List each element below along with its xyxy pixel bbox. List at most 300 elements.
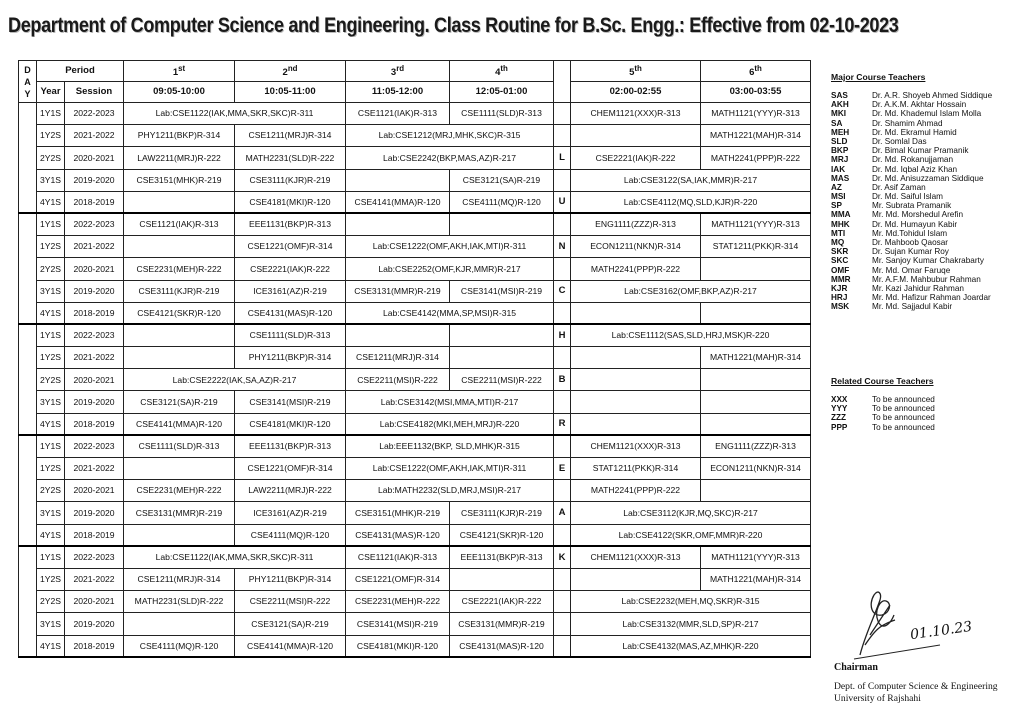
routine-row xyxy=(19,236,811,258)
teacher-name: Dr. Md. Rokanujjaman xyxy=(872,155,953,165)
class-cell: CSE2211(MSI)R-222 xyxy=(450,369,554,391)
period-number: 5th xyxy=(571,61,701,82)
session-cell: 2020-2021 xyxy=(65,480,124,502)
class-cell: CHEM1121(XXX)R-313 xyxy=(571,435,701,457)
year-cell: 4Y1S xyxy=(37,191,65,213)
class-cell: CSE1121(IAK)R-313 xyxy=(124,213,235,235)
year-cell: 1Y2S xyxy=(37,125,65,147)
class-cell xyxy=(701,302,811,324)
break-letter-cell: R xyxy=(554,413,571,435)
routine-row xyxy=(19,591,811,613)
teacher-row xyxy=(831,275,1021,284)
day-letter: A xyxy=(24,76,31,87)
teacher-name: Dr. Md. Saiful Islam xyxy=(872,192,943,202)
teacher-code: KJR xyxy=(831,283,848,293)
teacher-code: SLD xyxy=(831,136,848,146)
class-cell xyxy=(571,302,701,324)
teacher-row xyxy=(831,210,1021,219)
class-cell xyxy=(450,213,554,235)
class-cell xyxy=(124,458,235,480)
session-cell: 2022-2023 xyxy=(65,546,124,568)
lab-cell: Lab:CSE1222(OMF,AKH,IAK,MTI)R-311 xyxy=(346,236,554,258)
lab-cell: Lab:CSE3162(OMF,BKP,AZ)R-217 xyxy=(571,280,811,302)
year-cell: 4Y1S xyxy=(37,413,65,435)
class-cell: CSE2211(MSI)R-222 xyxy=(346,369,450,391)
session-cell: 2019-2020 xyxy=(65,391,124,413)
signature-date: 01.10.23 xyxy=(909,618,974,644)
major-teachers-title: Major Course Teachers xyxy=(831,72,926,82)
routine-body xyxy=(19,103,811,658)
year-cell: 3Y1S xyxy=(37,613,65,635)
teacher-code: SKR xyxy=(831,247,849,257)
routine-row xyxy=(19,280,811,302)
teacher-name: To be announced xyxy=(872,404,935,414)
class-cell: ECON1211(NKN)R-314 xyxy=(571,236,701,258)
class-cell: CSE3141(MSI)R-219 xyxy=(450,280,554,302)
routine-row xyxy=(19,258,811,280)
period-time: 02:00-02:55 xyxy=(571,82,701,103)
class-cell: CSE1211(MRJ)R-314 xyxy=(346,347,450,369)
session-header: Session xyxy=(65,82,124,103)
day-label xyxy=(19,103,37,214)
class-cell: MATH1121(YYY)R-313 xyxy=(701,213,811,235)
class-cell: CSE1111(SLD)R-313 xyxy=(235,324,346,346)
year-cell: 2Y2S xyxy=(37,258,65,280)
session-cell: 2021-2022 xyxy=(65,125,124,147)
class-cell: CSE2221(IAK)R-222 xyxy=(571,147,701,169)
teacher-code: SP xyxy=(831,201,842,211)
teacher-name: To be announced xyxy=(872,395,935,404)
teacher-name: To be announced xyxy=(872,413,935,423)
class-cell: CSE2211(MSI)R-222 xyxy=(235,591,346,613)
session-cell: 2020-2021 xyxy=(65,591,124,613)
class-cell: PHY1211(BKP)R-314 xyxy=(235,347,346,369)
break-letter-cell xyxy=(554,213,571,235)
teacher-row xyxy=(831,165,1021,174)
teacher-row xyxy=(831,293,1021,302)
class-cell: CSE4181(MKI)R-120 xyxy=(235,413,346,435)
lab-cell: Lab:CSE3142(MSI,MMA,MTI)R-217 xyxy=(346,391,554,413)
class-cell xyxy=(701,391,811,413)
routine-row xyxy=(19,502,811,524)
lab-cell: Lab:CSE3122(SA,IAK,MMR)R-217 xyxy=(571,169,811,191)
lab-cell: Lab:CSE4112(MQ,SLD,KJR)R-220 xyxy=(571,191,811,213)
break-letter-cell: U xyxy=(554,191,571,213)
class-cell: ECON1211(NKN)R-314 xyxy=(701,458,811,480)
teacher-row xyxy=(831,91,1021,100)
session-cell: 2019-2020 xyxy=(65,502,124,524)
session-cell: 2018-2019 xyxy=(65,302,124,324)
teacher-name: Dr. Bimal Kumar Pramanik xyxy=(872,146,969,156)
teacher-name: Mr. Kazi Jahidur Rahman xyxy=(872,283,964,293)
class-cell: CSE4181(MKI)R-120 xyxy=(235,191,346,213)
period-label: Period xyxy=(37,61,124,82)
teacher-name: Dr. Md. Iqbal Aziz Khan xyxy=(872,164,958,174)
period-time: 12:05-01:00 xyxy=(450,82,554,103)
lab-cell: Lab:CSE1122(IAK,MMA,SKR,SKC)R-311 xyxy=(124,546,346,568)
lab-cell: Lab:CSE1112(SAS,SLD,HRJ,MSK)R-220 xyxy=(571,324,811,346)
class-cell: CSE3121(SA)R-219 xyxy=(124,391,235,413)
teacher-row xyxy=(831,266,1021,275)
routine-row xyxy=(19,191,811,213)
university-line: University of Rajshahi xyxy=(834,693,921,704)
year-cell: 1Y2S xyxy=(37,458,65,480)
class-cell: MATH2231(SLD)R-222 xyxy=(124,591,235,613)
lab-cell: Lab:EEE1132(BKP, SLD,MHK)R-315 xyxy=(346,435,554,457)
teacher-row xyxy=(831,183,1021,192)
teacher-code: SKC xyxy=(831,256,849,266)
chairman-label: Chairman xyxy=(834,662,878,673)
teacher-code: MSK xyxy=(831,302,850,312)
teacher-row xyxy=(831,128,1021,137)
teacher-code: HRJ xyxy=(831,293,848,303)
class-cell: CSE1111(SLD)R-313 xyxy=(450,103,554,125)
teacher-code: MEH xyxy=(831,127,850,137)
teacher-row xyxy=(831,192,1021,201)
class-cell: CSE4131(MAS)R-120 xyxy=(450,635,554,657)
routine-row xyxy=(19,125,811,147)
class-cell: STAT1211(PKK)R-314 xyxy=(701,236,811,258)
class-cell: CSE1221(OMF)R-314 xyxy=(235,458,346,480)
class-cell: CSE4181(MKI)R-120 xyxy=(346,635,450,657)
routine-row xyxy=(19,546,811,568)
teacher-row xyxy=(831,119,1021,128)
class-cell: STAT1211(PKK)R-314 xyxy=(571,458,701,480)
session-cell: 2022-2023 xyxy=(65,435,124,457)
session-cell: 2018-2019 xyxy=(65,635,124,657)
class-cell: CSE1221(OMF)R-314 xyxy=(235,236,346,258)
class-cell: MATH2241(PPP)R-222 xyxy=(701,147,811,169)
teacher-code: MTI xyxy=(831,228,846,238)
day-label xyxy=(19,435,37,546)
break-letter-cell xyxy=(554,302,571,324)
teacher-code: PPP xyxy=(831,422,848,432)
class-cell xyxy=(571,391,701,413)
teacher-code: MKI xyxy=(831,109,847,119)
session-cell: 2021-2022 xyxy=(65,568,124,590)
year-cell: 1Y1S xyxy=(37,546,65,568)
routine-row xyxy=(19,613,811,635)
lab-cell: Lab:CSE4122(SKR,OMF,MMR)R-220 xyxy=(571,524,811,546)
class-cell xyxy=(450,568,554,590)
teacher-code: MHK xyxy=(831,219,850,229)
class-cell: CSE3131(MMR)R-219 xyxy=(450,613,554,635)
class-cell: CSE3131(MMR)R-219 xyxy=(124,502,235,524)
period-time: 03:00-03:55 xyxy=(701,82,811,103)
teacher-row xyxy=(831,404,1021,413)
related-teachers-list xyxy=(831,376,1021,432)
teacher-row xyxy=(831,100,1021,109)
break-letter-cell: N xyxy=(554,236,571,258)
class-cell xyxy=(571,347,701,369)
class-cell: CSE2231(MEH)R-222 xyxy=(124,258,235,280)
class-cell: EEE1131(BKP)R-313 xyxy=(235,435,346,457)
class-cell: CSE3141(MSI)R-219 xyxy=(235,391,346,413)
class-cell xyxy=(124,613,235,635)
class-cell: LAW2211(MRJ)R-222 xyxy=(124,147,235,169)
class-cell: CSE3111(KJR)R-219 xyxy=(124,280,235,302)
class-cell: CSE4131(MAS)R-120 xyxy=(346,524,450,546)
year-cell: 3Y1S xyxy=(37,280,65,302)
class-cell: CSE1121(IAK)R-313 xyxy=(346,546,450,568)
teacher-row xyxy=(831,284,1021,293)
class-cell: CSE2231(MEH)R-222 xyxy=(124,480,235,502)
break-letter-cell: K xyxy=(554,546,571,568)
class-cell xyxy=(346,213,450,235)
year-cell: 3Y1S xyxy=(37,502,65,524)
class-cell: ICE3161(AZ)R-219 xyxy=(235,502,346,524)
teacher-name: Mr. A.F.M. Mahbubur Rahman xyxy=(872,274,981,284)
year-cell: 1Y1S xyxy=(37,213,65,235)
session-cell: 2019-2020 xyxy=(65,613,124,635)
session-cell: 2018-2019 xyxy=(65,524,124,546)
teacher-row xyxy=(831,155,1021,164)
class-cell: MATH2241(PPP)R-222 xyxy=(571,480,701,502)
class-cell: CHEM1121(XXX)R-313 xyxy=(571,103,701,125)
routine-row xyxy=(19,568,811,590)
year-cell: 4Y1S xyxy=(37,635,65,657)
teacher-code: OMF xyxy=(831,265,850,275)
teacher-name: Dr. Md. Humayun Kabir xyxy=(872,219,958,229)
break-letter-cell xyxy=(554,635,571,657)
teacher-row xyxy=(831,413,1021,422)
class-cell: CSE2221(IAK)R-222 xyxy=(450,591,554,613)
break-letter-cell xyxy=(554,347,571,369)
year-cell: 1Y2S xyxy=(37,236,65,258)
break-letter-cell xyxy=(554,591,571,613)
class-cell: CSE2231(MEH)R-222 xyxy=(346,591,450,613)
teacher-code: YYY xyxy=(831,404,848,414)
lab-cell: Lab:CSE4182(MKI,MEH,MRJ)R-220 xyxy=(346,413,554,435)
signature-scribble xyxy=(820,575,1024,665)
teacher-name: Mr. Md. Omar Faruqe xyxy=(872,265,951,275)
class-cell xyxy=(571,125,701,147)
class-cell: CSE3151(MHK)R-219 xyxy=(346,502,450,524)
class-cell: CSE3141(MSI)R-219 xyxy=(346,613,450,635)
class-cell: CSE1121(IAK)R-313 xyxy=(346,103,450,125)
session-cell: 2020-2021 xyxy=(65,258,124,280)
routine-row xyxy=(19,347,811,369)
teacher-name: Mr. Sanjoy Kumar Chakrabarty xyxy=(872,256,984,266)
year-cell: 2Y2S xyxy=(37,147,65,169)
session-cell: 2021-2022 xyxy=(65,347,124,369)
routine-row xyxy=(19,213,811,235)
class-cell: EEE1131(BKP)R-313 xyxy=(235,213,346,235)
teacher-name: Dr. A.K.M. Akhtar Hossain xyxy=(872,100,967,110)
class-cell xyxy=(346,169,450,191)
class-cell: CSE4141(MMA)R-120 xyxy=(124,413,235,435)
teacher-row xyxy=(831,174,1021,183)
class-cell: EEE1131(BKP)R-313 xyxy=(450,546,554,568)
department-line: Dept. of Computer Science & Engineering xyxy=(834,681,998,692)
lab-cell: Lab:CSE3112(KJR,MQ,SKC)R-217 xyxy=(571,502,811,524)
lab-cell: Lab:CSE4142(MMA,SP,MSI)R-315 xyxy=(346,302,554,324)
class-cell: CSE3121(SA)R-219 xyxy=(235,613,346,635)
teacher-row xyxy=(831,238,1021,247)
teacher-name: Dr. Somlal Das xyxy=(872,136,927,146)
teacher-code: XXX xyxy=(831,395,848,404)
teacher-name: Dr. A.R. Shoyeb Ahmed Siddique xyxy=(872,91,993,100)
teacher-code: AKH xyxy=(831,100,849,110)
teacher-code: MAS xyxy=(831,173,850,183)
teacher-name: Dr. Shamim Ahmad xyxy=(872,118,943,128)
year-header: Year xyxy=(37,82,65,103)
break-letter-cell: C xyxy=(554,280,571,302)
class-cell: CSE4111(MQ)R-120 xyxy=(124,635,235,657)
class-cell xyxy=(701,258,811,280)
teacher-code: MRJ xyxy=(831,155,849,165)
class-cell xyxy=(124,524,235,546)
break-letter-cell xyxy=(554,480,571,502)
routine-row xyxy=(19,324,811,346)
lab-cell: Lab:CSE4132(MAS,AZ,MHK)R-220 xyxy=(571,635,811,657)
lab-cell: Lab:CSE2252(OMF,KJR,MMR)R-217 xyxy=(346,258,554,280)
routine-row xyxy=(19,103,811,125)
break-letter-cell: A xyxy=(554,502,571,524)
teacher-name: Dr. Md. Anisuzzaman Siddique xyxy=(872,173,984,183)
teacher-name: Mr. Subrata Pramanik xyxy=(872,201,952,211)
lab-cell: Lab:CSE1122(IAK,MMA,SKR,SKC)R-311 xyxy=(124,103,346,125)
class-cell: CSE3111(KJR)R-219 xyxy=(450,502,554,524)
break-letter-cell xyxy=(554,103,571,125)
year-cell: 2Y2S xyxy=(37,591,65,613)
class-cell xyxy=(124,191,235,213)
class-cell: CSE4111(MQ)R-120 xyxy=(450,191,554,213)
session-cell: 2020-2021 xyxy=(65,369,124,391)
class-cell: CSE3111(KJR)R-219 xyxy=(235,169,346,191)
teacher-name: Mr. Md. Hafizur Rahman Joardar xyxy=(872,293,991,303)
teacher-row xyxy=(831,137,1021,146)
break-letter-cell xyxy=(554,169,571,191)
period-time: 09:05-10:00 xyxy=(124,82,235,103)
lab-cell: Lab:CSE2232(MEH,MQ,SKR)R-315 xyxy=(571,591,811,613)
break-letter-cell xyxy=(554,613,571,635)
teacher-row xyxy=(831,247,1021,256)
class-cell xyxy=(701,413,811,435)
teacher-name: Dr. Mahboob Qaosar xyxy=(872,238,949,247)
teacher-code: ZZZ xyxy=(831,413,847,423)
related-teachers-title: Related Course Teachers xyxy=(831,376,934,386)
year-cell: 2Y2S xyxy=(37,369,65,391)
class-cell xyxy=(450,347,554,369)
teacher-code: MQ xyxy=(831,238,845,247)
class-routine-table xyxy=(18,60,811,658)
class-cell: CSE1111(SLD)R-313 xyxy=(124,435,235,457)
day-header xyxy=(19,61,37,103)
teacher-row xyxy=(831,229,1021,238)
teacher-row xyxy=(831,220,1021,229)
break-letter-cell: B xyxy=(554,369,571,391)
year-cell: 4Y1S xyxy=(37,302,65,324)
class-cell: ICE3161(AZ)R-219 xyxy=(235,280,346,302)
teacher-code: MSI xyxy=(831,192,846,202)
lab-cell: Lab:CSE2222(IAK,SA,AZ)R-217 xyxy=(124,369,346,391)
class-cell xyxy=(450,324,554,346)
break-letter-cell: L xyxy=(554,147,571,169)
class-cell xyxy=(701,480,811,502)
teacher-code: MMR xyxy=(831,274,851,284)
teacher-name: Mr. Md. Sajjadul Kabir xyxy=(872,302,953,312)
period-time: 10:05-11:00 xyxy=(235,82,346,103)
teacher-code: AZ xyxy=(831,182,842,192)
class-cell: CSE2221(IAK)R-222 xyxy=(235,258,346,280)
break-column-header xyxy=(554,61,571,103)
break-letter-cell xyxy=(554,435,571,457)
class-cell xyxy=(124,236,235,258)
teacher-code: IAK xyxy=(831,164,846,174)
routine-row xyxy=(19,169,811,191)
break-letter-cell: H xyxy=(554,324,571,346)
teacher-name: Dr. Asif Zaman xyxy=(872,182,926,192)
class-cell: MATH1221(MAH)R-314 xyxy=(701,568,811,590)
class-cell xyxy=(571,413,701,435)
session-cell: 2021-2022 xyxy=(65,236,124,258)
day-letter: Y xyxy=(24,88,31,99)
break-letter-cell xyxy=(554,391,571,413)
year-cell: 3Y1S xyxy=(37,169,65,191)
teacher-row xyxy=(831,395,1021,404)
class-cell: CSE4141(MMA)R-120 xyxy=(346,191,450,213)
class-cell: ENG1111(ZZZ)R-313 xyxy=(701,435,811,457)
routine-row xyxy=(19,480,811,502)
day-letter: D xyxy=(24,64,31,75)
teacher-row xyxy=(831,109,1021,118)
class-cell: MATH1221(MAH)R-314 xyxy=(701,125,811,147)
year-cell: 1Y2S xyxy=(37,568,65,590)
teacher-name: To be announced xyxy=(872,422,935,432)
class-cell: CSE4141(MMA)R-120 xyxy=(235,635,346,657)
class-cell xyxy=(124,347,235,369)
class-cell xyxy=(571,568,701,590)
session-cell: 2022-2023 xyxy=(65,324,124,346)
routine-row xyxy=(19,458,811,480)
teacher-row xyxy=(831,423,1021,432)
day-label xyxy=(19,213,37,324)
session-cell: 2018-2019 xyxy=(65,413,124,435)
class-cell: CSE4121(SKR)R-120 xyxy=(124,302,235,324)
class-cell: CSE4121(SKR)R-120 xyxy=(450,524,554,546)
lab-cell: Lab:CSE1212(MRJ,MHK,SKC)R-315 xyxy=(346,125,554,147)
session-cell: 2021-2022 xyxy=(65,458,124,480)
class-cell: CSE1221(OMF)R-314 xyxy=(346,568,450,590)
teacher-name: Dr. Md. Ekramul Hamid xyxy=(872,127,957,137)
session-cell: 2022-2023 xyxy=(65,213,124,235)
teacher-name: Dr. Md. Khademul Islam Molla xyxy=(872,109,982,119)
lab-cell: Lab:CSE2242(BKP,MAS,AZ)R-217 xyxy=(346,147,554,169)
teacher-name: Mr. Md.Tohidul Islam xyxy=(872,228,948,238)
teacher-row xyxy=(831,201,1021,210)
session-cell: 2020-2021 xyxy=(65,147,124,169)
teacher-code: SA xyxy=(831,118,843,128)
teacher-row xyxy=(831,302,1021,311)
routine-row xyxy=(19,635,811,657)
year-cell: 1Y1S xyxy=(37,103,65,125)
class-cell xyxy=(124,324,235,346)
routine-row xyxy=(19,413,811,435)
session-cell: 2022-2023 xyxy=(65,103,124,125)
period-number: 2nd xyxy=(235,61,346,82)
teacher-name: Mr. Md. Morshedul Arefin xyxy=(872,210,964,220)
teacher-code: SAS xyxy=(831,91,848,100)
class-cell: MATH1221(MAH)R-314 xyxy=(701,347,811,369)
class-cell: CSE3151(MHK)R-219 xyxy=(124,169,235,191)
class-cell: CSE4111(MQ)R-120 xyxy=(235,524,346,546)
period-number: 4th xyxy=(450,61,554,82)
year-cell: 1Y1S xyxy=(37,435,65,457)
routine-row xyxy=(19,369,811,391)
class-cell: LAW2211(MRJ)R-222 xyxy=(235,480,346,502)
class-cell xyxy=(346,324,450,346)
